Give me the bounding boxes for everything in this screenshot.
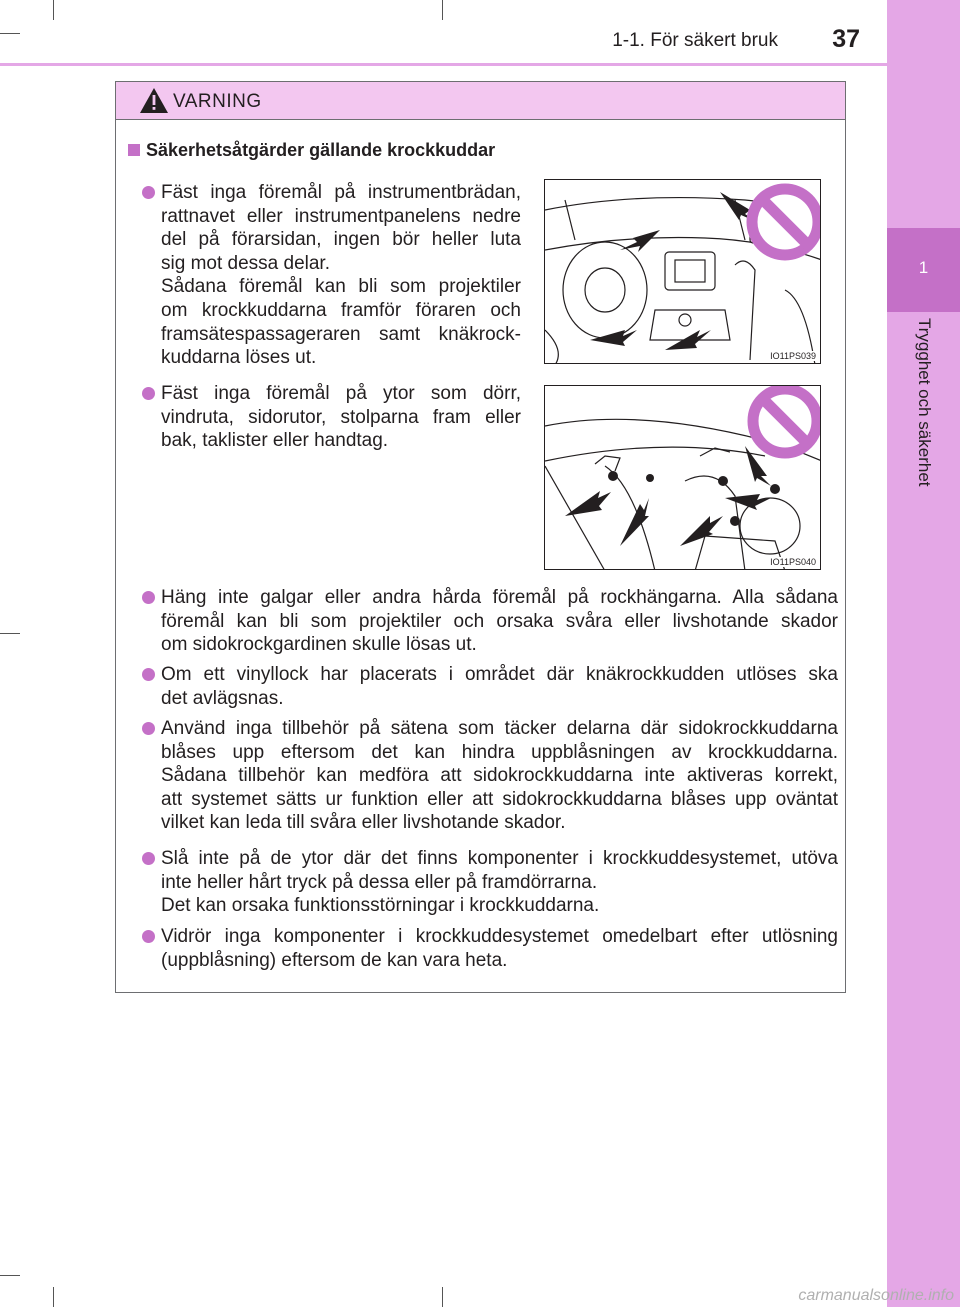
text-line: om krockkuddarna framför föraren och [161, 299, 521, 321]
text-line: blåses upp eftersom det kan hindra uppblåsningen av krockkuddarna. [161, 741, 838, 763]
crop-mark [442, 0, 443, 20]
crop-mark [0, 633, 20, 634]
text-line: Vidrör inga komponenter i krockkuddesystemet omedelbart efter utlösning [161, 926, 838, 947]
text-line: föremål kan bli som projektiler och orsaka svåra eller livshotande skador [161, 610, 838, 632]
bullet-icon [142, 722, 155, 735]
text-line: Häng inte galgar eller andra hårda föremål på rockhängarna. Alla sådana [161, 587, 838, 608]
side-tab-label-text: Trygghet och säkerhet [915, 318, 934, 487]
warning-section-title-text: Säkerhetsåtgärder gällande krockkuddar [146, 140, 496, 160]
crop-mark [0, 1275, 20, 1276]
prohibition-icon [752, 189, 818, 255]
text-line: Slå inte på de ytor där det finns komponenter i krockkuddesystemet, utöva [161, 848, 838, 869]
text-line: inte heller hårt tryck på dessa eller på framdörrarna. [161, 871, 598, 893]
text-line: Sådana tillbehör kan medföra att sidokrockkuddarna inte aktiveras korrekt, [161, 765, 838, 787]
warning-title: VARNING [173, 91, 262, 112]
text-line: sig mot dessa delar. [161, 252, 330, 274]
text-line: bak, taklister eller handtag. [161, 430, 389, 452]
warning-triangle-icon [139, 87, 169, 114]
warning-header [116, 82, 845, 120]
text-line: (uppblåsning) eftersom de kan vara heta. [161, 949, 508, 971]
side-tab-label [908, 318, 938, 548]
dashboard-drawing [545, 180, 821, 364]
illustration-code: IO11PS040 [770, 557, 816, 567]
illustration-dashboard [544, 179, 821, 364]
warning-item [161, 847, 838, 918]
crop-mark [442, 1287, 443, 1307]
warning-item [161, 717, 838, 835]
warning-item [161, 181, 521, 370]
illustration-cabin [544, 385, 821, 570]
warning-item [161, 586, 838, 657]
header-rule [0, 63, 887, 66]
crop-mark [0, 33, 20, 34]
warning-item [161, 382, 521, 453]
text-line: om sidokrockgardinen skulle lösas ut. [161, 634, 477, 656]
text-line: Om ett vinyllock har placerats i området där knäkrockkudden utlöses ska [161, 664, 838, 685]
side-tab-number: 1 [918, 258, 929, 277]
bullet-icon [142, 930, 155, 943]
text-line: kuddarna löses ut. [161, 347, 317, 369]
warning-section-title [128, 140, 495, 161]
text-line: vilket kan leda till svåra eller livshotande skador. [161, 812, 566, 834]
text-line: Sådana föremål kan bli som projektiler [161, 276, 521, 298]
text-line: Fäst inga föremål på ytor som dörr, [161, 383, 521, 404]
warning-box [115, 81, 846, 993]
prohibition-icon [753, 389, 817, 453]
text-line: rattnavet eller instrumentpanelens nedre [161, 205, 521, 227]
cabin-drawing [545, 386, 821, 570]
text-line: Det kan orsaka funktionsstörningar i krockkuddarna. [161, 895, 600, 917]
text-line: det avlägsnas. [161, 687, 284, 709]
section-title: 1-1. För säkert bruk [612, 30, 778, 51]
crop-mark [53, 1287, 54, 1307]
text-line: Fäst inga föremål på instrumentbrädan, [161, 182, 521, 203]
square-bullet-icon [128, 144, 140, 156]
text-line: del på förarsidan, ingen bör heller luta [161, 229, 521, 251]
bullet-icon [142, 186, 155, 199]
bullet-icon [142, 668, 155, 681]
warning-item [161, 925, 838, 972]
text-line: vindruta, sidorutor, stolparna fram eller [161, 406, 521, 428]
illustration-code: IO11PS039 [770, 351, 816, 361]
warning-item [161, 663, 838, 710]
watermark: carmanualsonline.info [798, 1287, 954, 1304]
text-line: att systemet sätts ur funktion eller att sidokrockkuddarna blåses upp oväntat [161, 788, 838, 810]
text-line: Använd inga tillbehör på sätena som täcker delarna där sidokrockkuddarna [161, 718, 838, 739]
page-number: 37 [832, 25, 860, 53]
bullet-icon [142, 387, 155, 400]
bullet-icon [142, 852, 155, 865]
bullet-icon [142, 591, 155, 604]
text-line: framsätespassageraren samt knäkrock- [161, 323, 521, 345]
side-tab [887, 0, 960, 1307]
crop-mark [53, 0, 54, 20]
